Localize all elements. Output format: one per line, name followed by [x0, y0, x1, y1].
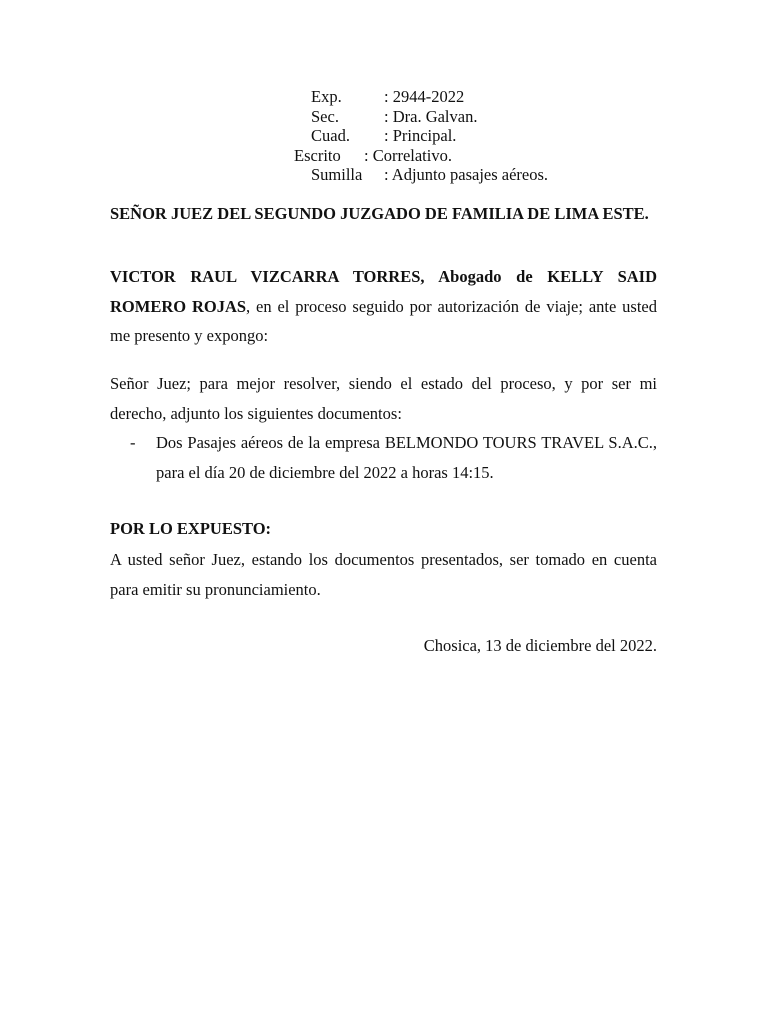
header-label-sumilla: Sumilla: [311, 165, 363, 184]
header-label-escrito: Escrito: [294, 145, 341, 165]
header-row-exp: [0, 87, 768, 107]
request-text: Señor Juez; para mejor resolver, siendo el estado del proceso, y por ser mi derecho, adjunto los siguientes documentos:: [110, 374, 657, 423]
lawyer-name: VICTOR RAUL VIZCARRA TORRES,: [110, 267, 425, 286]
list-item: [110, 428, 657, 487]
addressee-heading: SEÑOR JUEZ DEL SEGUNDO JUZGADO DE FAMILIA DE LIMA ESTE.: [110, 204, 649, 223]
request-paragraph: [110, 369, 657, 487]
intro-text: , en el proceso seguido por autorización de viaje; ante usted me presento y expongo:: [110, 296, 658, 345]
por-lo-expuesto-heading: POR LO EXPUESTO:: [110, 519, 272, 538]
header-value-cuad: : Principal.: [384, 126, 457, 145]
document-item-text: Dos Pasajes aéreos de la empresa BELMONDO TOURS TRAVEL S.A.C., para el día 20 de diciembre del 2022 a horas 14:15.: [156, 433, 657, 482]
header-label-sec: Sec.: [311, 106, 339, 126]
dash-bullet: -: [130, 433, 136, 452]
header-row-sumilla: [0, 165, 768, 185]
header-row-cuad: [0, 126, 768, 146]
header-value-sumilla: : Adjunto pasajes aéreos.: [384, 165, 549, 184]
header-label-exp: Exp.: [311, 87, 342, 106]
header-row-sec: [0, 107, 768, 127]
header-label-cuad: Cuad.: [311, 126, 350, 145]
client-name: KELLY SAID ROMERO ROJAS: [110, 267, 657, 316]
header-value-sec: : Dra. Galvan.: [384, 106, 478, 126]
header-value-escrito: : Correlativo.: [364, 145, 452, 165]
lawyer-role: Abogado de: [424, 267, 548, 286]
documents-list: [110, 428, 657, 487]
place-date-signoff: Chosica, 13 de diciembre del 2022.: [423, 636, 657, 655]
closing-paragraph: A usted señor Juez, estando los documentos presentados, ser tomado en cuenta para emitir su pronunciamiento.: [110, 550, 657, 599]
case-header: [0, 87, 768, 185]
intro-paragraph: [110, 262, 657, 351]
header-row-escrito: [0, 146, 768, 166]
header-value-exp: : 2944-2022: [384, 87, 465, 106]
